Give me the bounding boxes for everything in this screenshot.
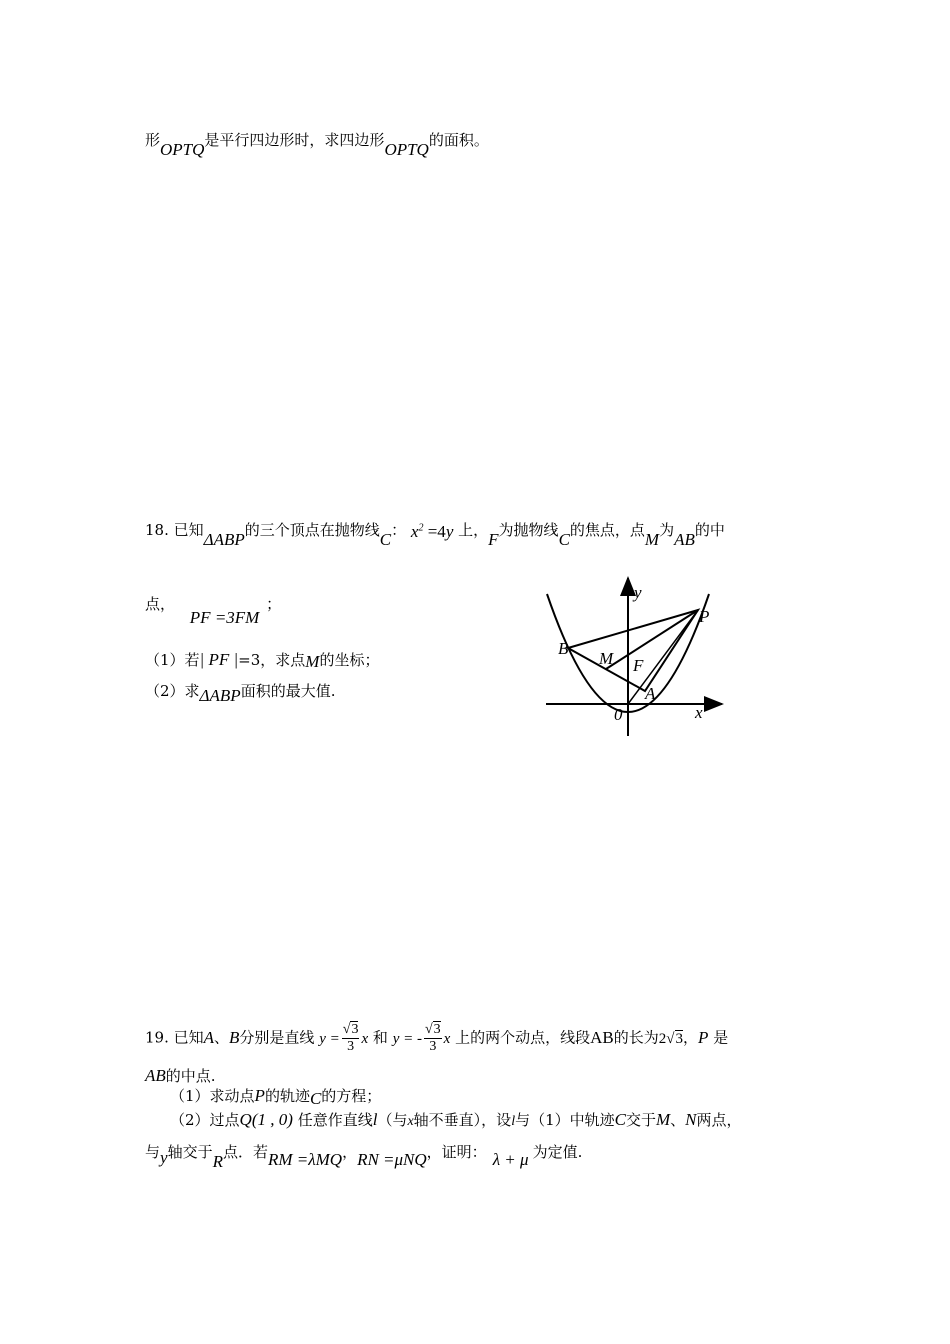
math-rn: RN =μNQ [357,1150,427,1169]
text: 轴交于 [167,1143,213,1161]
p19-line4 [145,1142,583,1171]
label-a: A [645,684,656,703]
math-rm: RM =λMQ [267,1150,343,1169]
math-m: M [655,1110,671,1129]
text: 的焦点，点 [569,521,645,539]
fraction-sqrt3-over-3: $\frac{√3}{3}$ [342,1022,359,1055]
label-b: B [558,639,569,658]
text: ； [266,595,282,613]
text: 、 [670,1111,686,1129]
text: 与（1）中轨迹 [515,1111,615,1129]
text: 的面积。 [428,131,489,149]
text: （1）求动点 [170,1087,255,1105]
text: 为定值. [532,1143,583,1161]
math-ab: AB [145,1066,166,1085]
p18-q2 [145,681,336,705]
len-rad: 3 [675,1030,683,1047]
math-sum: λ + μ [492,1150,529,1169]
math-x: x [407,1114,414,1129]
math-triangle: ΔABP [203,530,245,549]
math-x: x [410,522,419,541]
text: 点， [145,595,176,613]
text: 为 [659,521,675,539]
label-m: M [599,649,614,668]
math-p: P [698,1027,709,1047]
text: ，证明： [426,1143,487,1161]
frac-den: 3 [347,1039,355,1055]
math-pf: | PF | [199,650,239,669]
text: 是平行四边形时，求四边形 [204,131,385,149]
math-lhs: y = [319,1030,340,1047]
text: 的中 [694,521,725,539]
math-eq: =4 [427,522,446,541]
text: 上的两个动点，线段 [455,1028,591,1047]
math-l: l [511,1114,516,1129]
math-y: y [445,522,454,541]
text: （2）求 [145,682,200,700]
p18-line1 [145,520,725,549]
frac-den: 3 [429,1039,437,1055]
math-c: C [379,530,392,549]
math-optq: OPTQ [160,140,205,159]
math-l: l [372,1110,378,1129]
frac-num: 3 [433,1022,441,1037]
math-b: B [229,1027,240,1047]
median-pm [606,610,698,669]
text: 形 [145,131,161,149]
math-triangle: ΔABP [199,686,241,705]
text: ， [683,1028,699,1047]
problem-number: 19. 已知 [145,1028,204,1047]
p18-q1 [145,650,379,670]
text: ： [391,521,407,539]
text: 分别是直线 [239,1028,315,1047]
math-ab: AB [590,1027,614,1047]
label-p: P [699,607,710,626]
math-q: Q(1 , 0) [239,1110,293,1129]
math-m: M [305,652,320,671]
text: 与 [145,1143,161,1161]
text: 和 [372,1028,388,1047]
text: 的轨迹 [264,1087,310,1105]
text: 是 [713,1028,729,1047]
text: 面积的最大值. [240,682,336,700]
math-p: P [254,1086,265,1105]
math-c: C [309,1089,322,1108]
text: 、 [214,1028,230,1047]
text: 上， [458,521,489,539]
math-x: x [443,1030,451,1047]
fraction-sqrt3-over-3: $\frac{√3}{3}$ [424,1022,441,1055]
p18-line2 [145,594,282,627]
p19-q2 [170,1110,742,1131]
text: 的三个顶点在抛物线 [244,521,380,539]
text: 的方程； [321,1087,382,1105]
len-coef: 2 [658,1030,667,1047]
math-x: x [361,1030,369,1047]
frac-num: 3 [351,1022,359,1037]
text: （1）若 [145,651,200,669]
label-y: y [634,583,642,602]
text: （与 [377,1111,408,1129]
math-y: y [160,1148,168,1167]
math-a: A [203,1027,215,1047]
math-f: F [488,530,499,549]
text: （2）过点 [170,1111,240,1129]
label-x: x [695,703,703,722]
parabola-figure [540,572,740,742]
text: ， [342,1143,358,1161]
math-m: M [644,530,660,549]
label-origin: 0 [614,705,623,724]
math-n: N [685,1110,697,1129]
math-ab: AB [674,530,695,549]
math-optq: OPTQ [384,140,429,159]
text: 轴不垂直），设 [413,1111,512,1129]
p17-tail-line [145,130,489,159]
text: 的中点. [165,1067,216,1085]
math-r: R [212,1152,223,1171]
problem-number: 18. 已知 [145,521,204,539]
math-c: C [614,1110,626,1129]
text: 点．若 [222,1143,268,1161]
p19-line1: 19. 已知A、B分别是直线 y = $\frac{√3}{3}$ x 和 y = - $\frac{√3}{3}$ x 上的两个动点，线段AB的长为2√3，P 是 [145,1022,729,1055]
math-lhs: y = - [392,1030,422,1047]
text: 的长为 [613,1028,659,1047]
math-sup: 2 [418,522,424,534]
math-relation: PF =3FM [189,608,260,627]
p19-q1 [170,1086,381,1106]
math-c: C [558,530,570,549]
text: =3，求点 [238,651,306,669]
text: 的坐标； [319,651,380,669]
p19-line2 [145,1066,216,1086]
text: 交于 [625,1111,656,1129]
text: 为抛物线 [498,521,559,539]
text: 两点， [696,1111,742,1129]
text: 任意作直线 [297,1111,373,1129]
label-f: F [633,656,644,675]
